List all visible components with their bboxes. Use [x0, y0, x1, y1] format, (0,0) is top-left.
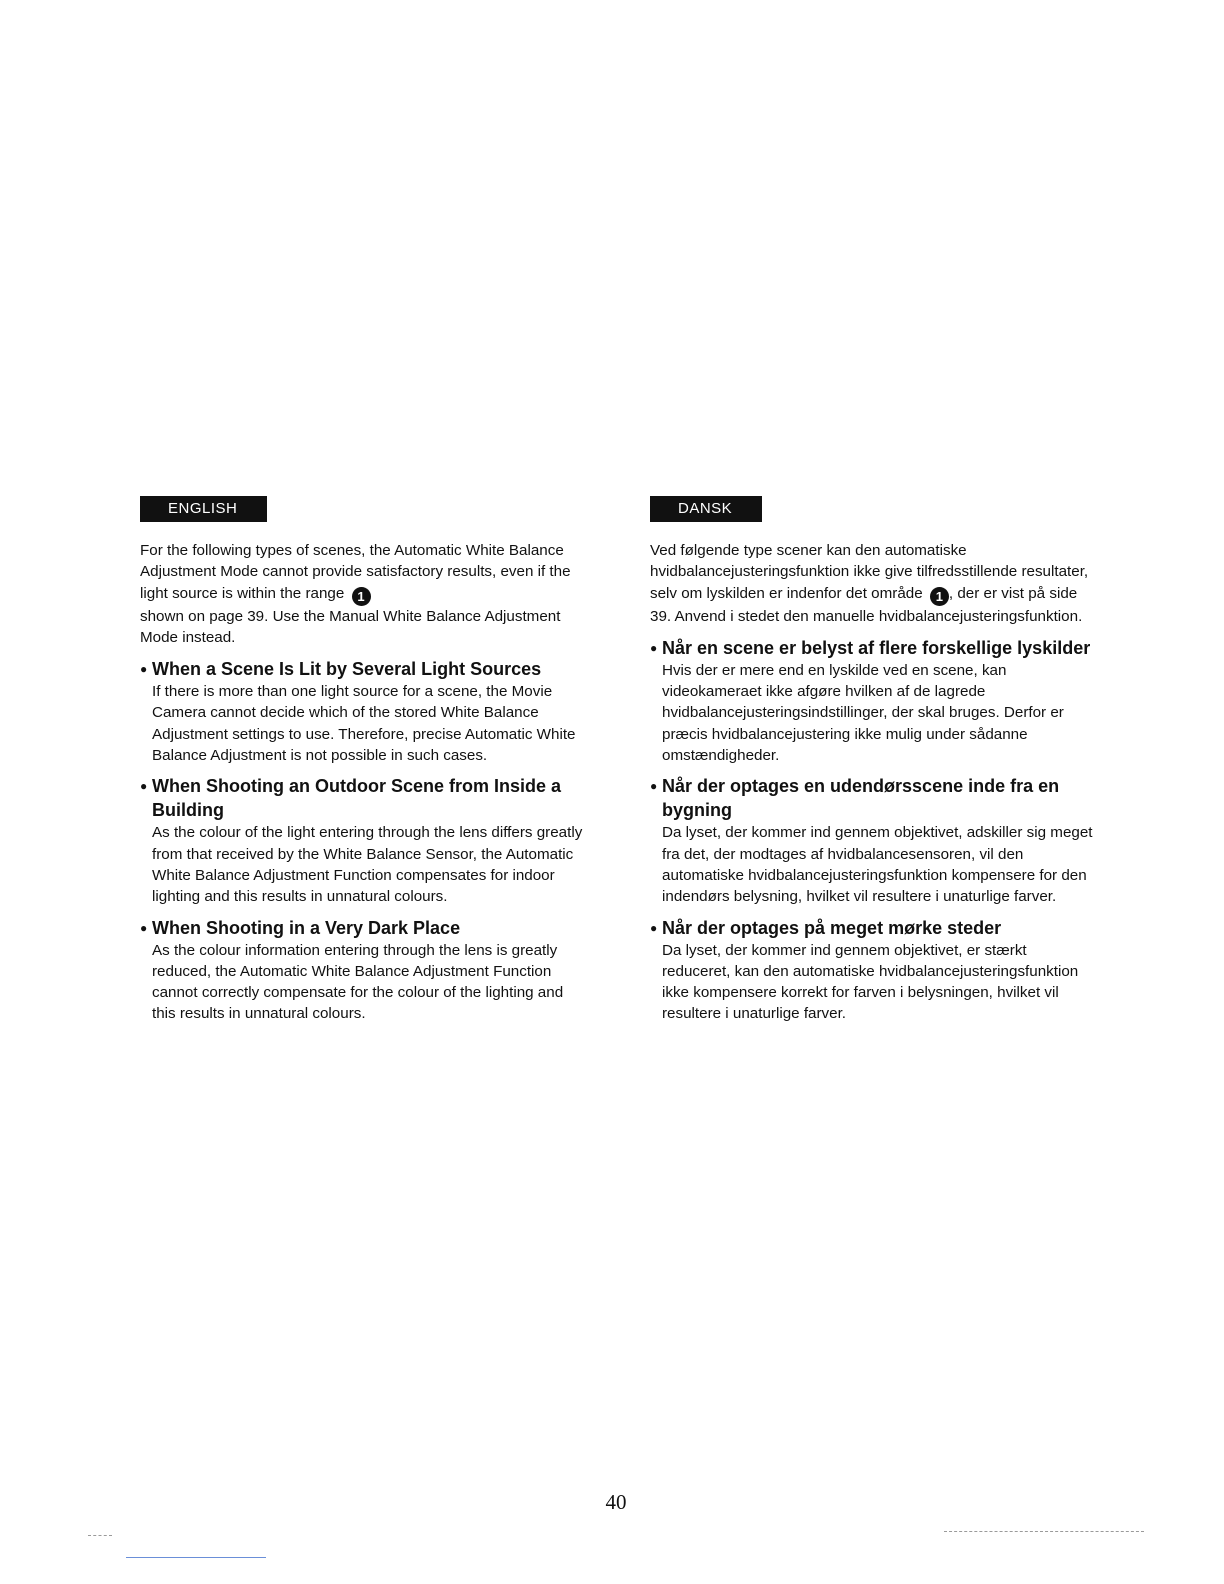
dansk-intro-rest: , der er vist på side 39. Anvend i stedet den manuelle hvidbalancejusteringsfunktion. [650, 584, 1083, 625]
section-heading: ● When Shooting an Outdoor Scene from Inside a Building [140, 776, 562, 821]
english-intro-text: For the following types of scenes, the Automatic White Balance Adjustment Mode cannot provide satisfactory results, even if the light source is within the range [140, 542, 571, 602]
dansk-intro [650, 540, 1095, 627]
section-heading: ● Når der optages på meget mørke steder [650, 917, 1002, 938]
bullet-icon: ● [140, 779, 148, 794]
section-heading: ● Når en scene er belyst af flere forskellige lyskilder [650, 637, 1091, 658]
section-body: As the colour information entering through the lens is greatly reduced, the Automatic White Balance Adjustment Function cannot correctly compensate for the colour of the lighting and this results in unnatural colours. [152, 941, 564, 1023]
bullet-icon: ● [140, 920, 148, 935]
section-heading: ● When a Scene Is Lit by Several Light Sources [140, 659, 542, 680]
section-heading: ● Når der optages en udendørsscene inde fra en bygning [650, 776, 1060, 821]
section-body: If there is more than one light source for a scene, the Movie Camera cannot decide which of the stored White Balance Adjustment settings to use. Therefore, precise Automatic White Balance Adjustment is not possible in such cases. [152, 683, 576, 765]
page-number: 40 [605, 1490, 627, 1514]
english-section-outdoor-from-inside [140, 774, 585, 907]
language-tag-english: ENGLISH [140, 496, 267, 522]
scan-artifact-line [126, 1557, 266, 1558]
bullet-icon: ● [650, 640, 658, 655]
bullet-icon: ● [140, 662, 148, 677]
english-section-several-light-sources [140, 657, 585, 766]
english-column [140, 496, 585, 1033]
english-section-very-dark-place [140, 916, 585, 1025]
dansk-section-morke-steder [650, 916, 1095, 1025]
dansk-intro-text: Ved følgende type scener kan den automatiske hvidbalancejusteringsfunktion ikke give tilfredsstillende resultater, selv om lyskilden er indenfor det område [650, 542, 1089, 602]
circled-number-one-icon: 1 [352, 587, 371, 606]
section-heading: ● When Shooting in a Very Dark Place [140, 917, 461, 938]
section-body: Da lyset, der kommer ind gennem objektivet, adskiller sig meget fra det, der modtages af hvidbalancesensoren, vil den automatiske hvidbalancejusteringsfunktion kompensere for den indendørs belysning, hvilket vil resultere i unaturlige farver. [662, 824, 1093, 906]
scan-artifact-dashes [88, 1535, 112, 1536]
language-tag-dansk: DANSK [650, 496, 762, 522]
circled-number-one-icon: 1 [930, 587, 949, 606]
dansk-column [650, 496, 1095, 1033]
bullet-icon: ● [650, 779, 658, 794]
section-body: Hvis der er mere end en lyskilde ved en scene, kan videokameraet ikke afgøre hvilken af de lagrede hvidbalancejusteringsindstillinger, der skal bruges. Derfor er præcis hvidbalancejustering ikke mulig under sådanne omstændigheder. [662, 661, 1064, 765]
bullet-icon: ● [650, 920, 658, 935]
dansk-section-flere-lyskilder [650, 636, 1095, 766]
section-body: As the colour of the light entering through the lens differs greatly from that received by the White Balance Sensor, the Automatic White Balance Adjustment Function compensates for indoor lighting and this results in unnatural colours. [152, 824, 583, 906]
scan-artifact-dashes [944, 1531, 1144, 1532]
english-intro-rest: shown on page 39. Use the Manual White Balance Adjustment Mode instead. [140, 607, 561, 646]
section-body: Da lyset, der kommer ind gennem objektivet, er stærkt reduceret, kan den automatiske hvidbalancejusteringsfunktion ikke kompensere korrekt for farven i belysningen, hvilket vil resultere i unaturlige farver. [662, 941, 1079, 1023]
dansk-section-udendorsscene [650, 774, 1095, 907]
english-intro [140, 540, 585, 648]
